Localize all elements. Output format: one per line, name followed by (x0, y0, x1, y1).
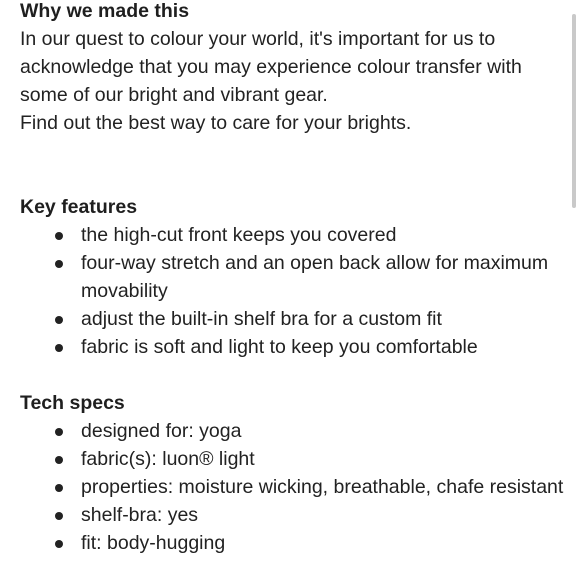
key-features-list (20, 221, 565, 361)
why-line-3: some of our bright and vibrant gear. (20, 84, 328, 106)
list-item-text: properties: moisture wicking, breathable, chafe resistant (81, 476, 564, 498)
bullet-icon (55, 316, 63, 324)
list-item (81, 333, 565, 361)
list-item (81, 221, 565, 249)
product-details (20, 0, 565, 557)
bullet-icon (55, 428, 63, 436)
why-we-made-this-heading: Why we made this (20, 0, 190, 22)
list-item (81, 529, 565, 557)
bullet-icon (55, 484, 63, 492)
why-line-2: acknowledge that you may experience colour transfer with (20, 56, 522, 78)
list-item-text: four-way stretch and an open back allow for maximum movability (81, 252, 549, 302)
section-spacer (20, 137, 565, 193)
list-item-text: fabric is soft and light to keep you comfortable (81, 336, 478, 358)
care-link-text[interactable]: Find out the best way to care for your brights. (20, 112, 412, 134)
bullet-icon (55, 512, 63, 520)
bullet-icon (55, 456, 63, 464)
list-item (81, 501, 565, 529)
bullet-icon (55, 540, 63, 548)
list-item (81, 305, 565, 333)
list-item-text: fit: body-hugging (81, 532, 226, 554)
bullet-icon (55, 232, 63, 240)
key-features-heading: Key features (20, 196, 138, 218)
bullet-icon (55, 260, 63, 268)
why-line-1: In our quest to colour your world, it's important for us to (20, 28, 496, 50)
list-item-text: designed for: yoga (81, 420, 242, 442)
bullet-icon (55, 344, 63, 352)
tech-specs-heading: Tech specs (20, 392, 125, 414)
list-item (81, 473, 565, 501)
tech-specs-list (20, 417, 565, 557)
list-item (81, 445, 565, 473)
list-item-text: adjust the built-in shelf bra for a custom fit (81, 308, 442, 330)
list-item-text: the high-cut front keeps you covered (81, 224, 397, 246)
list-item (81, 417, 565, 445)
list-item-text: fabric(s): luon® light (81, 448, 255, 470)
list-item (81, 249, 565, 305)
list-item-text: shelf-bra: yes (81, 504, 199, 526)
section-spacer (20, 361, 565, 389)
scrollbar-thumb[interactable] (572, 14, 576, 208)
